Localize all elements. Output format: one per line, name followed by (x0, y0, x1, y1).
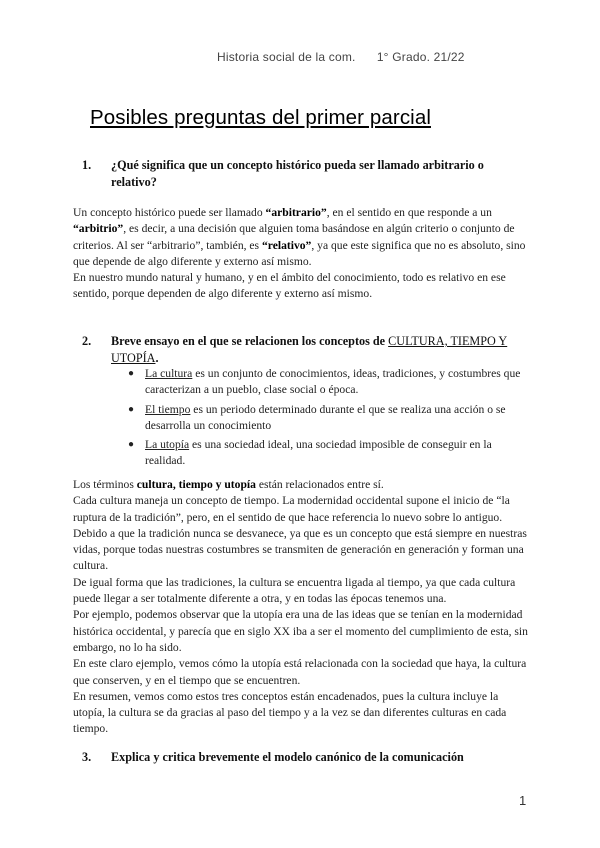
page-header (217, 50, 465, 64)
answer-2-terms: cultura, tiempo y utopía (136, 478, 256, 491)
page-number: 1 (519, 793, 527, 808)
answer-1-text: , ya que este significa que no es absoluto, sino que depende de algo diferente y externo así mismo. (73, 238, 526, 268)
list-item-term: La cultura (145, 367, 193, 380)
answer-2-paragraph-1: Cada cultura maneja un concepto de tiempo. La modernidad occidental supone el inicio de “la ruptura de la tradición”, pero, en el sentido de que hace referencia lo nuevo sobre lo antiguo. Debido a que la tradición nunca se desvanece, ya que es un concepto que está siempre en nuestras vidas, porque todas nuestras costumbres se transmiten de generación en generación y forman una cultura. (73, 494, 527, 573)
list-item (128, 437, 528, 470)
answer-2-paragraph-3: Por ejemplo, podemos observar que la utopía era una de las ideas que se tenían en la modernidad histórica occidental, y parecía que en siglo XX iba a ser el momento del cumplimiento de esta, sin embargo, no lo ha sido. (73, 608, 528, 654)
answer-1-paragraph-1 (73, 205, 528, 270)
question-3-number: 3. (82, 750, 92, 764)
question-1-number: 1. (82, 158, 92, 172)
question-2 (82, 333, 516, 366)
answer-1-paragraph-2: En nuestro mundo natural y humano, y en el ámbito del conocimiento, todo es relativo en ese sentido, porque dependen de algo diferente y externo así mismo. (73, 271, 506, 301)
term-arbitrio: “arbitrio” (73, 222, 124, 236)
question-1-text: ¿Qué significa que un concepto histórico pueda ser llamado arbitrario o relativo? (111, 158, 484, 189)
page-title: Posibles preguntas del primer parcial (90, 106, 431, 129)
question-2-text-end: . (155, 350, 159, 365)
question-3-text: Explica y critica brevemente el modelo canónico de la comunicación (111, 750, 464, 764)
answer-1-text: Un concepto histórico puede ser llamado (73, 206, 266, 219)
list-item (128, 402, 528, 435)
list-item-text: es una sociedad ideal, una sociedad imposible de conseguir en la realidad. (145, 438, 492, 468)
question-2-text-part: Breve ensayo en el que se relacionen los conceptos de (111, 334, 389, 348)
header-course: Historia social de la com. (217, 50, 356, 64)
answer-2-paragraph-2: De igual forma que las tradiciones, la cultura se encuentra ligada al tiempo, ya que cada cultura puede llegar a ser totalmente diferente a otra, y en todas las épocas tenemos una. (73, 575, 516, 606)
bullet-icon: ● (128, 368, 135, 379)
answer-2-body (73, 477, 528, 738)
answer-2-intro (73, 477, 528, 493)
list-item-text: es un conjunto de conocimientos, ideas, tradiciones, y costumbres que caracterizan a un pueblo, clase social o época. (145, 367, 521, 397)
answer-2-paragraph-5: En resumen, vemos como estos tres conceptos están encadenados, pues la cultura incluye la utopía, la cultura se da gracias al paso del tiempo y a la vez se dan diferentes culturas en cada tiempo. (73, 689, 507, 736)
header-grade: 1° Grado. 21/22 (376, 50, 465, 64)
question-2-concepts: CULTURA, TIEMPO Y UTOPÍA (111, 334, 508, 365)
list-item-text: es un periodo determinado durante el que se realiza una acción o se desarrolla un conocimiento (145, 402, 506, 432)
term-arbitrario: “arbitrario” (265, 206, 327, 219)
answer-2-text: están relacionados entre sí. (255, 478, 384, 491)
concepts-list (128, 366, 528, 473)
answer-2-text: Los términos (73, 478, 137, 491)
bullet-icon: ● (128, 439, 135, 451)
answer-1-text: , en el sentido en que responde a un (326, 206, 492, 219)
list-item-term: La utopía (145, 438, 190, 452)
answer-1-text: , es decir, a una decisión que alguien toma basándose en algún criterio o conjunto de criterios. Al ser “arbitrario”, también, es (73, 222, 515, 252)
list-item-term: El tiempo (145, 402, 191, 416)
question-3 (82, 749, 502, 766)
question-2-number: 2. (82, 334, 92, 348)
question-2-text (82, 333, 516, 366)
term-relativo: “relativo” (261, 238, 312, 252)
question-1 (82, 157, 502, 190)
bullet-icon: ● (128, 403, 135, 415)
list-item (128, 366, 528, 399)
answer-2-paragraph-4: En este claro ejemplo, vemos cómo la utopía está relacionada con la sociedad que haya, la cultura que conserven, y en el tiempo que se encuentren. (73, 657, 527, 687)
